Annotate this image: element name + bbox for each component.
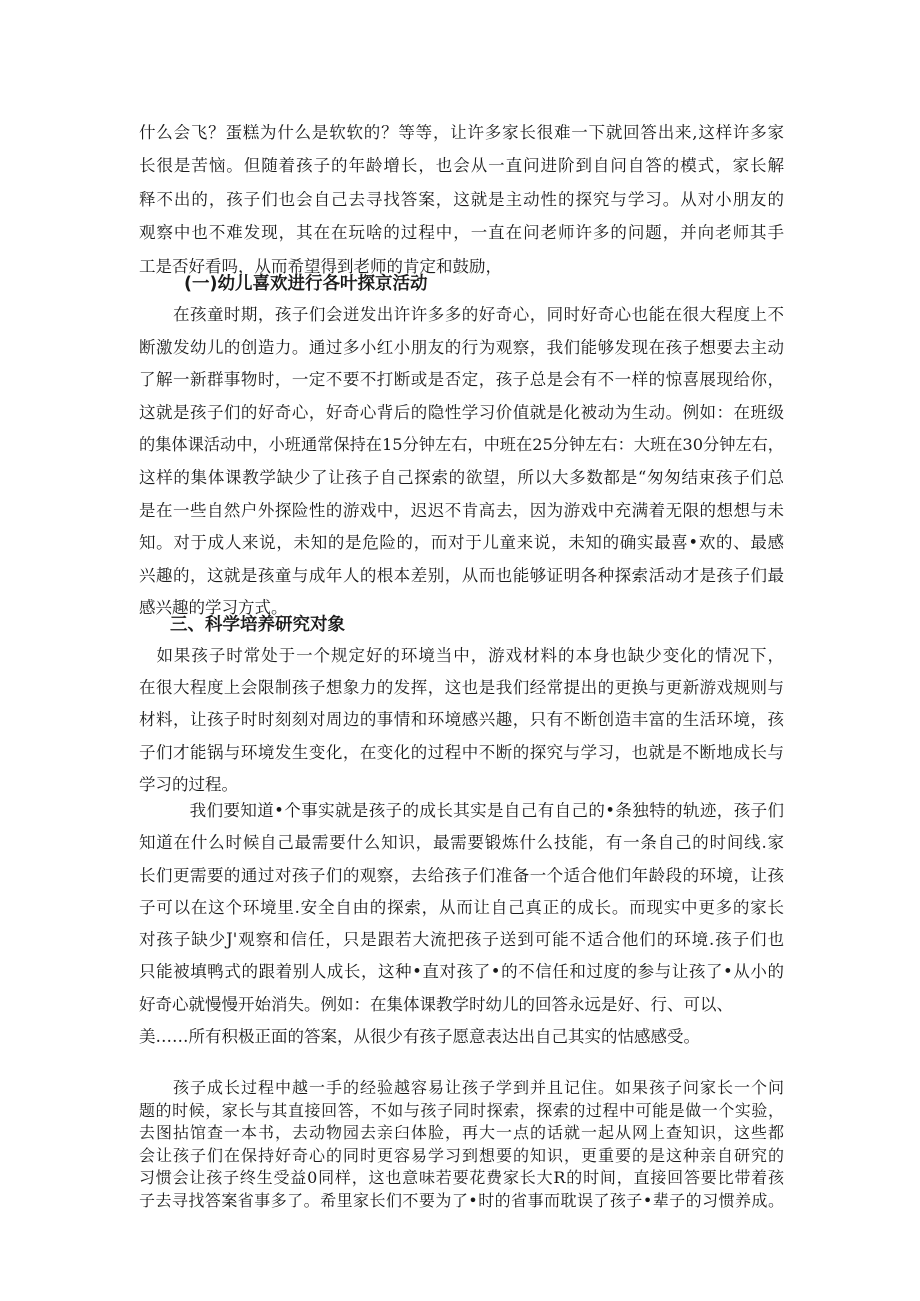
text-line: 了解一新群事物时，一定不要不打断或是否定，孩子总是会有不一样的惊喜展现给你，	[139, 370, 784, 390]
text-line: 子可以在这个环境里.安全自由的探索，从而让自己真正的成长。而现实中更多的家长	[139, 897, 784, 917]
text-line: 长们更需要的通过对孩子们的观察，去给孩子们准备一个适合他们年龄段的环境，让孩	[139, 865, 784, 885]
text-line: 断激发幼儿的创造力。通过多小红小朋友的行为观察，我们能够发现在孩子想要去主动	[139, 337, 784, 357]
text-line: 什么会飞？蛋糕为什么是软软的？等等，让许多家长很难一下就回答出来,这样许多家	[139, 123, 784, 142]
text-line: 长很是苦恼。但随着孩子的年龄增长，也会从一直问进阶到自问自答的模式，家长解	[139, 156, 784, 176]
text-line: 在很大程度上会限制孩子想象力的发挥，这也是我们经常提出的更换与更新游戏规则与	[139, 678, 784, 698]
text-line: 学习的过程。	[139, 774, 238, 794]
text-line: 题的时候，家长与其直接回答，不如与孩子同时探索，探索的过程中可能是做一个实验，	[139, 1100, 784, 1120]
text-line: 我们要知道•个事实就是孩子的成长其实是自己有自己的•条独特的轨迹，孩子们	[139, 801, 784, 820]
text-line: 是在一些自然户外探险性的游戏中，迟迟不肯高去，因为游戏中充满着无限的想想与未	[139, 500, 784, 520]
text-line: 去图拈馆查一本书，去动物园去亲臼体脸，再大一点的话就一起从网上查知识，这些都	[139, 1123, 784, 1143]
text-line: 美……所有积极正面的答案，从很少有孩子愿意表达出自己其实的怙感感受。	[139, 1027, 700, 1047]
text-line: 子们才能锅与环境发生变化，在变化的过程中不断的探究与学习，也就是不断地成长与	[139, 742, 784, 762]
text-line: 子去寻找答案省事多了。希里家长们不要为了•时的省事而耽误了孩子•辈子的习惯养成。	[139, 1190, 784, 1210]
text-line: 习惯会让孩子终生受益0同样，这也意味若要花费家长大R的时间，直接回答要比带着孩	[139, 1168, 784, 1188]
text-line: 观察中也不难发现，其在在玩啥的过程中，一直在问老师许多的问题，并向老师其手	[139, 223, 784, 243]
text-line: 释不出的，孩子们也会自己去寻找答案，这就是主动性的探究与学习。从对小朋友的	[139, 189, 784, 209]
text-line: 的集体课活动中，小班通常保持在15分钟左右，中班在25分钟左右：大班在30分钟左右，	[139, 435, 784, 455]
paragraph-5	[139, 1077, 784, 1213]
text-line: 孩子成长过程中越一手的经验越容易让孩子学到并且记住。如果孩子问家长一个问	[139, 1078, 784, 1097]
paragraph-2	[139, 299, 784, 625]
text-line: 在孩童时期，孩子们会迸发出许许多多的好奇心，同时好奇心也能在很大程度上不	[139, 305, 784, 324]
text-line: 会让孩子们在保持好奇心的同时更容易学习到想要的知识，更重要的是这种亲自研究的	[139, 1145, 784, 1165]
paragraph-4	[139, 795, 784, 1053]
text-line: 感兴趣的学习方式。	[139, 598, 288, 618]
text-line: 只能被填鸭式的跟着别人成长，这种•直对孩了•的不信任和过度的参与让孩了•从小的	[139, 962, 784, 982]
section-heading: (一)幼儿喜欢进行各叶探京活动	[184, 274, 428, 294]
text-line: 工是否好看吗，从而希望得到老师的肯定和鼓励，	[139, 256, 502, 276]
section-heading: 三、科学培养研究对象	[170, 615, 345, 635]
text-line: 材料，让孩子时时刻刻对周边的事情和环境感兴趣，只有不断创造丰富的生活环境，孩	[139, 710, 784, 730]
text-line: 这就是孩子们的好奇心，好奇心背后的隐性学习价值就是化被动为生动。例如：在班级	[139, 402, 784, 422]
text-line: 这样的集体课教学缺少了让孩子自己探索的欲望，所以大多数都是“匆匆结束孩子们总	[139, 467, 784, 487]
text-line: 好奇心就慢慢开始消失。例如：在集体课教学时幼儿的回答永远是好、行、可以、	[139, 994, 733, 1014]
text-line: 兴趣的，这就是孩童与成年人的根本差别，从而也能够证明各种探索活动才是孩子们最	[139, 565, 784, 585]
text-line: 如果孩子时常处于一个规定好的环境当中，游戏材料的本身也缺少变化的情况下，	[139, 646, 784, 665]
paragraph-1	[139, 116, 784, 283]
paragraph-3	[139, 640, 784, 801]
text-line: 对孩子缺少J'观察和信任，只是跟若大流把孩子送到可能不适合他们的环境.孩子们也	[139, 930, 784, 950]
text-line: 知。对于成人来说，未知的是危险的，而对于儿童来说，未知的确实最喜•欢的、最感	[139, 533, 784, 553]
text-line: 知道在什么时候自己最需要什么知识，最需要锻炼什么技能，有一条自己的时间线.家	[139, 833, 784, 853]
